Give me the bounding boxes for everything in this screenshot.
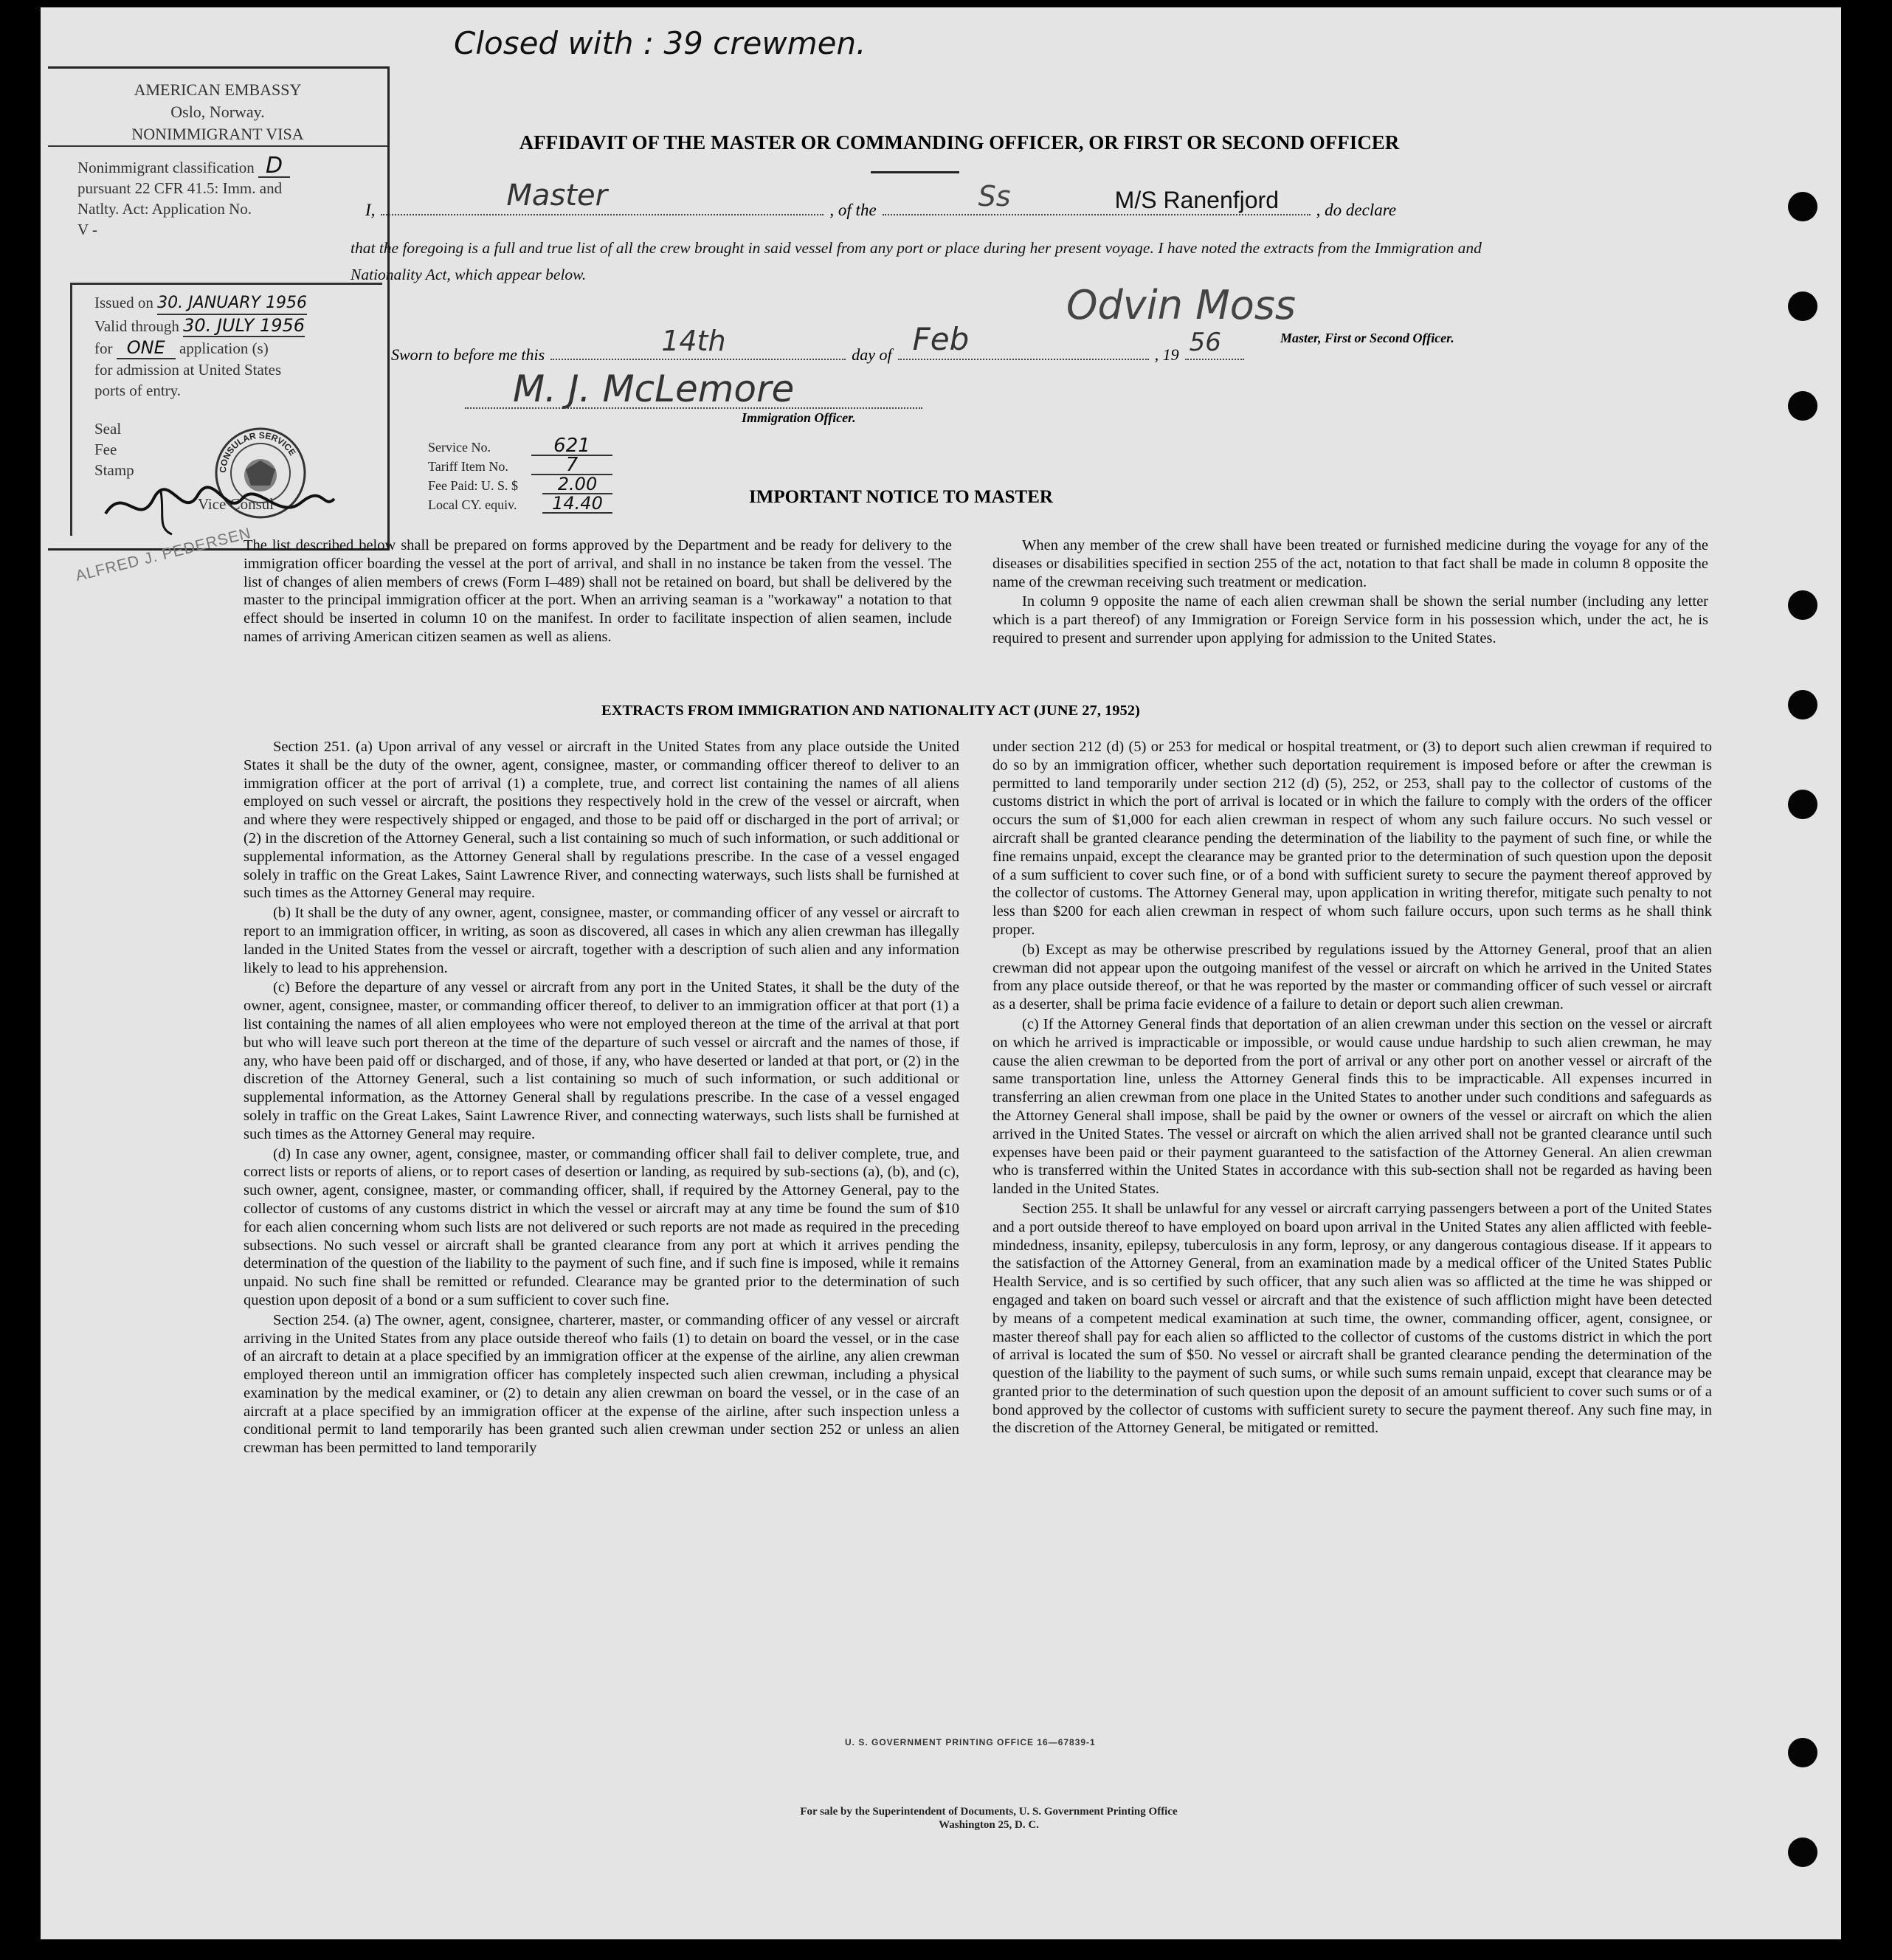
natlty-line: Natlty. Act: Application No.	[77, 200, 252, 218]
local-label: Local CY. equiv.	[428, 497, 517, 512]
affidavit-title: AFFIDAVIT OF THE MASTER OR COMMANDING OFFICER, OR FIRST OR SECOND OFFICER	[519, 131, 1400, 153]
pursuant-line: pursuant 22 CFR 41.5: Imm. and	[77, 179, 283, 197]
valid-value: 30. JULY 1956	[183, 315, 305, 336]
punch-hole-icon	[1788, 790, 1817, 819]
for-label: for	[94, 339, 113, 357]
seal-ring-text: CONSULAR SERVICE	[217, 429, 298, 474]
stamp-header	[48, 69, 387, 147]
sworn-day-field	[550, 325, 846, 360]
issued-value: 30. JANUARY 1956	[157, 293, 307, 315]
month-field	[898, 321, 1149, 360]
punch-hole-icon	[1788, 1838, 1817, 1867]
affidavit-statement: that the foregoing is a full and true list of all the crew brought in said vessel from any port or place during her present voyage. I have noted the extracts from the Immigration and Nationality Act, which appear below.	[351, 239, 1482, 283]
punch-hole-icon	[1788, 192, 1817, 221]
application-text: application (s)	[179, 339, 269, 357]
punch-hole-icon	[1788, 291, 1817, 321]
vessel-name: M/S Ranenfjord	[1114, 187, 1279, 213]
classification-value: D	[258, 156, 290, 178]
i-value: Master	[506, 179, 608, 213]
stamp-line-3: NONIMMIGRANT VISA	[131, 125, 304, 143]
v-line: V -	[77, 221, 98, 238]
extracts-right-column	[992, 738, 1712, 1439]
extract-paragraph: Section 255. It shall be unlawful for any vessel or aircraft carrying passengers between a port of the United States and a port outside thereof to have employed on board upon arrival in the United States any alien afflicted with feeble-mindedness, insanity, epilepsy, tuberculosis in any form, leprosy, or any dangerous contagious disease. If it appears to the satisfaction of the Attorney General, from an examination made by a medical officer of the United States Public Health Service, and is so certified by such officer, that any such alien was so afflicted at the time he was shipped or engaged and taken on board such vessel or aircraft and that the existence of such affliction might have been detected by means of a competent medical examination at such time, the owner, commanding officer, agent, consignee, or master thereof shall pay for each alien so afflicted to the collector of customs of the customs district in which the port of arrival is located the sum of $50. No vessel or aircraft shall be granted clearance pending the determination of the question of the liability to the payment of such sums, or while such sums remain unpaid, except that clearance may be granted prior to the determination of such question upon the deposit of an amount sufficient to cover such sums or of a bond approved by the collector of customs with sufficient surety to secure the payment thereof. Any such fine may, in the discretion of the Attorney General, be mitigated or remitted.	[992, 1200, 1712, 1437]
fee-label: Fee	[94, 441, 117, 458]
service-label: Service No.	[428, 440, 491, 455]
for-value: ONE	[117, 337, 176, 359]
of-the-label: , of the	[829, 201, 877, 219]
fee-row	[428, 475, 612, 494]
year-field	[1185, 328, 1244, 360]
officer-signature-line	[465, 407, 922, 409]
handwritten-note: Closed with : 39 crewmen.	[454, 25, 866, 61]
day-of-label: day of	[852, 345, 892, 364]
title-rule	[871, 171, 959, 173]
valid-label: Valid through	[94, 317, 179, 335]
declare-label: , do declare	[1316, 201, 1397, 219]
notice-right-text-1: When any member of the crew shall have been treated or furnished medicine during the voyage for any of the diseases or disabilities specified in section 255 of the act, notation to that fact shall be made in column 8 opposite the name of the crewman receiving such treatment or medication.	[992, 537, 1708, 590]
sworn-day: 14th	[661, 325, 726, 357]
valid-row	[94, 315, 382, 337]
sale-notice	[483, 1805, 1494, 1832]
notice-left-text: The list described below shall be prepared on forms approved by the Department and be ready for delivery to the immigration officer boarding the vessel at the port of arrival, and shall in no instance be taken from the vessel. The list of changes of alien members of crews (Form I–489) shall not be retained on board, but shall be delivered by the master to the principal immigration officer at the port. When an arriving seaman is a "workaway" a notation to that effect should be inserted in column 10 on the manifest. In order to facilitate inspection of alien seamen, include names of arriving American citizen seamen as well as aliens.	[244, 537, 952, 645]
extract-paragraph: Section 254. (a) The owner, agent, consignee, charterer, master, or commanding officer of any vessel or aircraft arriving in the United States from any place outside thereof who fails (1) to detain on board the vessel, or in the case of an aircraft to detain at a place specified by an immigration officer at the expense of the airline, any alien crewman employed thereon until an immigration officer has completely inspected such alien crewman, including a physical examination by the medical examiner, or (2) to detain any alien crewman on board the vessel, or in the case of an aircraft at a place specified by an immigration officer at the expense of the airline, after such inspection unless a conditional permit to land temporarily has been granted such alien crewman under section 252 or unless an alien crewman has been permitted to land temporarily	[244, 1311, 959, 1457]
rotated-stamp-name: ALFRED J. PEDERSEN	[74, 524, 253, 585]
punch-hole-icon	[1788, 690, 1817, 720]
extract-paragraph: under section 212 (d) (5) or 253 for medical or hospital treatment, or (3) to deport such alien crewman if required to do so by an immigration officer, whether such deportation requirement is imposed before or after the crewman is permitted to land temporarily under section 212 (d) (5), 252, or 253, shall pay to the collector of customs of the customs district in which the port of arrival is located or in which the failure to comply with the orders of the officer occurs the sum of $1,000 for each alien crewman in respect of whom any such failure occurs. No such vessel or aircraft shall be granted clearance pending the determination of the liability to the payment of such fine, or while the fine remains unpaid, except the clearance may be granted prior to the determination of such question upon the deposit of a sum sufficient to cover such fine, or of a bond with sufficient surety to secure the payment thereof approved by the collector of customs. The Attorney General may, upon application in writing therefor, mitigate such penalty to not less than $200 for each alien crewman in respect of whom such failure occurs, upon such terms as he shall think proper.	[992, 739, 1712, 938]
sale-line-2: Washington 25, D. C.	[939, 1819, 1039, 1831]
consul-signature-icon	[102, 477, 338, 536]
tariff-row	[428, 456, 612, 475]
printing-office-line: U. S. GOVERNMENT PRINTING OFFICE 16—67839-1	[845, 1737, 1096, 1747]
extract-paragraph: (b) Except as may be otherwise prescribed by regulations issued by the Attorney General, proof that an alien crewman did not appear upon the outgoing manifest of the vessel or aircraft on which he arrived in the United States from any place outside thereof, or that he was reported by the master or commanding officer of such vessel or aircraft as a deserter, shall be prima facie evidence of a failure to detain or deport such alien crewman.	[992, 941, 1712, 1013]
service-value: 621	[531, 437, 612, 456]
for-row	[94, 337, 382, 359]
document-page	[41, 7, 1841, 1939]
tariff-value: 7	[531, 456, 612, 475]
stamp-lower-box	[70, 283, 382, 536]
classification-row	[77, 153, 387, 179]
sworn-line	[391, 321, 1336, 365]
master-signature: Odvin Moss	[1066, 282, 1297, 328]
admission-line-2: ports of entry.	[94, 382, 182, 399]
officer-signature: M. J. McLemore	[513, 368, 795, 410]
issued-label: Issued on	[94, 294, 153, 311]
local-value: 14.40	[542, 494, 612, 514]
punch-hole-icon	[1788, 391, 1817, 421]
extracts-left-column	[244, 738, 959, 1459]
officer-caption: Immigration Officer.	[742, 410, 856, 425]
punch-hole-icon	[1788, 1738, 1817, 1767]
sale-line-1: For sale by the Superintendent of Documents, U. S. Government Printing Office	[800, 1806, 1178, 1818]
sworn-label: Sworn to before me this	[391, 345, 545, 364]
i-field	[381, 179, 824, 215]
year-prefix: , 19	[1154, 345, 1179, 364]
extract-paragraph: Section 251. (a) Upon arrival of any vessel or aircraft in the United States from any place outside the United States it shall be the duty of the owner, agent, consignee, master, or commanding officer thereof to deliver to an immigration officer at the port of arrival (1) a complete, true, and correct list containing the names of all aliens employed on such vessel or aircraft, the positions they respectively hold in the crew of the vessel or aircraft, when and where they were respectively shipped or engaged, and those to be paid off or discharged in the port of arrival; or (2) in the discretion of the Attorney General, such a list containing so much of such information, or such additional or supplemental information, as the Attorney General shall by regulations prescribe. In the case of a vessel engaged solely in traffic on the Great Lakes, Saint Lawrence River, and connecting waterways, such lists shall be furnished at such times as the Attorney General may require.	[244, 739, 959, 902]
stamp-line-2: Oslo, Norway.	[170, 103, 265, 121]
extract-paragraph: (c) If the Attorney General finds that deportation of an alien crewman under this section on the vessel or aircraft on which he arrived is impracticable or impossible, or would cause undue hardship to such alien crewman, he may cause the alien crewman to be deported from the port of arrival or any other port on another vessel or aircraft of the same transportation line, unless the Attorney General finds this to be impracticable. All expenses incurred in transferring an alien crewman from one place in the United States to another under such conditions and safeguards as the Attorney General shall impose, shall be paid by the owner or owners of the vessel or aircraft on which the alien arrived in the United States. The vessel or aircraft on which the alien arrived shall not be granted clearance until such expenses have been paid or their payment guaranteed to the satisfaction of the Attorney General. An alien crewman who is transferred within the United States in accordance with this sub-section shall not be regarded as having been landed in the United States.	[992, 1015, 1712, 1198]
extract-paragraph: (d) In case any owner, agent, consignee, master, or commanding officer shall fail to deliver complete, true, and correct lists or reports of aliens, or to report cases of desertion or landing, as required by sub-sections (a), (b), and (c), such owner, agent, consignee, master, or commanding officer, shall, if required by the Attorney General, pay to the collector of customs of any customs district in which the vessel or aircraft may at any time be found the sum of $10 for each alien concerning whom such lists are not delivered or such reports are not made as required in the preceding subsections. No such vessel or aircraft shall be granted clearance from any port at which it arrives pending the determination of the question of the liability to the payment of such fine, and if such fine is imposed, while it remains unpaid. No such fine shall be remitted or refunded. Clearance may be granted prior to the determination of such question upon deposit of a bond or a sum sufficient to cover such fine.	[244, 1145, 959, 1308]
extracts-title: EXTRACTS FROM IMMIGRATION AND NATIONALITY ACT (JUNE 27, 1952)	[601, 703, 1140, 719]
fee-block	[428, 437, 612, 514]
fee-label: Fee Paid: U. S. $	[428, 478, 519, 493]
i-label: I,	[365, 201, 376, 219]
vice-consul-label: Vice Consul	[198, 495, 275, 513]
of-the-value: Ss	[978, 180, 1011, 213]
service-row	[428, 437, 612, 456]
notice-right-column	[992, 536, 1708, 649]
seal-label: Seal	[94, 420, 122, 438]
stamp-label: Stamp	[94, 461, 134, 479]
notice-left-column	[244, 536, 952, 648]
notice-title: IMPORTANT NOTICE TO MASTER	[749, 487, 1053, 507]
issued-row	[94, 292, 382, 315]
admission-line-1: for admission at United States	[94, 361, 282, 379]
vessel-field	[883, 180, 1311, 215]
declaration-line	[365, 179, 1575, 220]
visa-stamp	[48, 66, 390, 551]
extract-paragraph: (c) Before the departure of any vessel or aircraft from any port in the United States, it shall be the duty of the owner, agent, consignee, master, or commanding officer thereof, to deliver to an immigration officer at that port (1) a list containing the names of all alien employees who were not employed thereon at the time of the arrival at that port but who will leave such port thereon at the time of the departure of such vessel or aircraft and the names of those, if any, who have been paid off or discharged, and of those, if any, who have deserted or landed at that port, or (2) in the discretion of the Attorney General, such a list containing so much of such information, or such additional or supplemental information, as the Attorney General shall by regulations prescribe. In the case of a vessel engaged solely in traffic on the Great Lakes, Saint Lawrence River, and connecting waterways, such lists shall be furnished at such times as the Attorney General may require.	[244, 979, 959, 1142]
master-caption: Master, First or Second Officer.	[1280, 331, 1454, 345]
stamp-line-1: AMERICAN EMBASSY	[134, 80, 302, 99]
year-value: 56	[1189, 328, 1221, 357]
fee-value: 2.00	[542, 475, 612, 494]
local-row	[428, 494, 612, 514]
tariff-label: Tariff Item No.	[428, 459, 508, 474]
month-value: Feb	[912, 321, 970, 357]
classification-label: Nonimmigrant classification	[77, 159, 255, 176]
notice-right-text-2: In column 9 opposite the name of each alien crewman shall be shown the serial number (including any letter which is a part thereof) of any Immigration or Foreign Service form in his possession which, under the act, he is required to present and surrender upon applying for admission to the United States.	[992, 593, 1708, 646]
punch-hole-icon	[1788, 590, 1817, 620]
extract-paragraph: (b) It shall be the duty of any owner, agent, consignee, master, or commanding officer of any vessel or aircraft to report to an immigration officer, in writing, as soon as discovered, all cases in which any alien crewman has illegally landed in the United States from the vessel or aircraft, together with a description of such alien and any information likely to lead to his apprehension.	[244, 905, 959, 976]
